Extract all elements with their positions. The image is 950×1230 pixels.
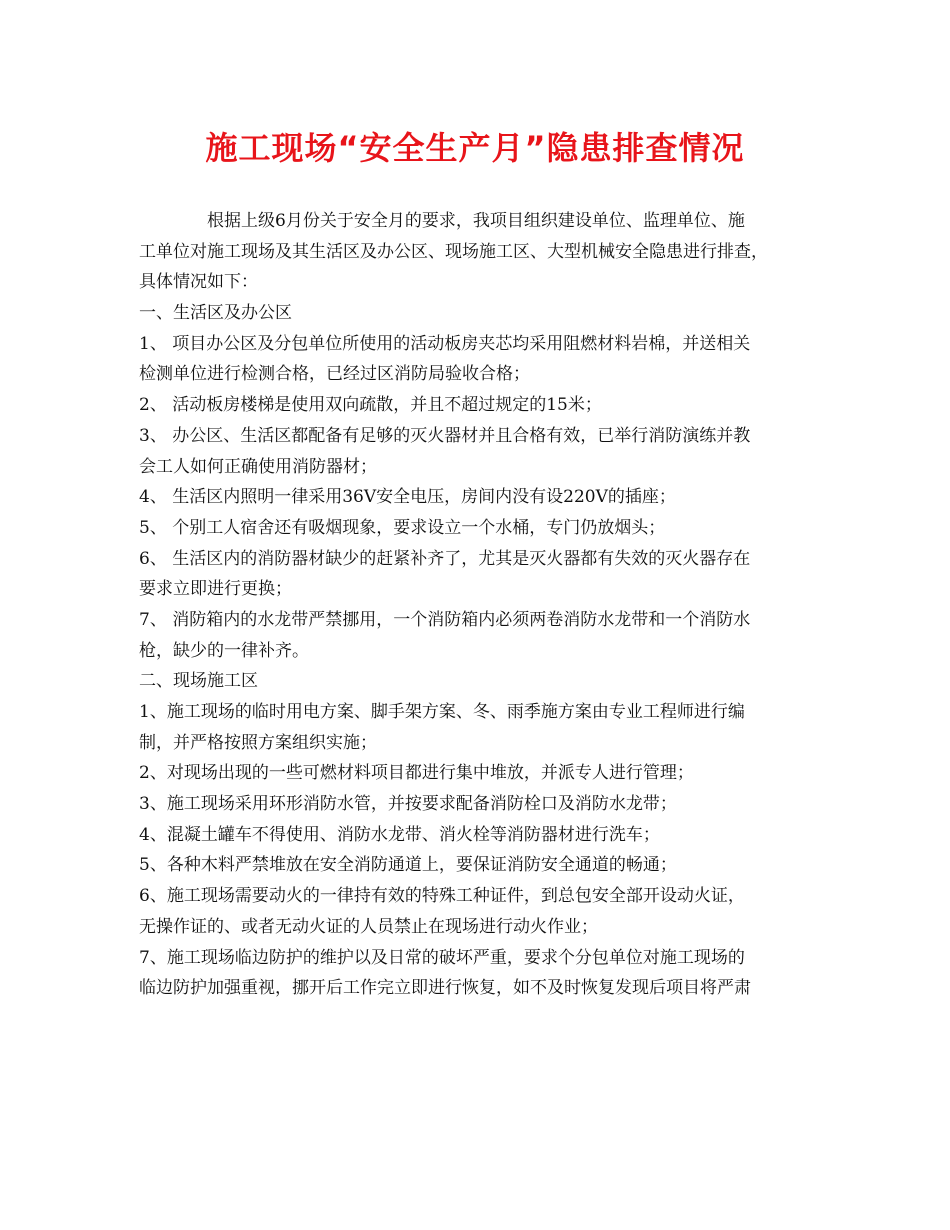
list-item-line: 5、 个别工人宿舍还有吸烟现象，要求设立一个水桶，专门仍放烟头； [139,517,666,538]
list-item-line: 要求立即进行更换； [139,579,292,600]
document-body [139,206,819,1004]
list-item-line: 1、施工现场的临时用电方案、脚手架方案、冬、雨季施方案由专业工程师进行编 [139,702,745,722]
paragraph-line: 具体情况如下： [139,272,258,293]
list-item-line: 3、施工现场采用环形消防水管，并按要求配备消防栓口及消防水龙带； [139,794,677,815]
list-item-line: 1、 项目办公区及分包单位所使用的活动板房夹芯均采用阻燃材料岩棉，并送相关 [139,333,751,354]
section-heading: 二、现场施工区 [139,671,258,692]
list-item-line: 2、对现场出现的一些可燃材料项目都进行集中堆放，并派专人进行管理； [139,763,694,784]
list-item-line: 6、施工现场需要动火的一律持有效的特殊工种证件，到总包安全部开设动火证， [139,886,745,907]
list-item-line: 4、混凝土罐车不得使用、消防水龙带、消火栓等消防器材进行洗车； [139,824,660,845]
list-item-line: 无操作证的、或者无动火证的人员禁止在现场进行动火作业； [139,916,598,937]
list-item-line: 枪，缺少的一律补齐。 [139,640,309,661]
list-item-line: 5、各种木料严禁堆放在安全消防通道上，要保证消防安全通道的畅通； [139,855,677,876]
list-item-line: 会工人如何正确使用消防器材； [139,456,377,477]
list-item-line: 7、 消防箱内的水龙带严禁挪用，一个消防箱内必须两卷消防水龙带和一个消防水 [139,609,751,630]
list-item-line: 检测单位进行检测合格，已经过区消防局验收合格； [139,364,530,385]
paragraph-line: 根据上级6月份关于安全月的要求，我项目组织建设单位、监理单位、施 [207,211,745,231]
paragraph-line: 工单位对施工现场及其生活区及办公区、现场施工区、大型机械安全隐患进行排查， [139,241,768,262]
list-item-line: 7、施工现场临边防护的维护以及日常的破坏严重，要求个分包单位对施工现场的 [139,947,745,968]
list-item-line: 2、 活动板房楼梯是使用双向疏散，并且不超过规定的15米； [139,395,602,416]
list-item-line: 4、 生活区内照明一律采用36V安全电压，房间内没有设220V的插座； [139,487,676,508]
section-heading: 一、生活区及办公区 [139,303,292,324]
list-item-line: 3、 办公区、生活区都配备有足够的灭火器材并且合格有效，已举行消防演练并教 [139,425,751,446]
list-item-line: 制，并严格按照方案组织实施； [139,732,377,753]
page-title: 施工现场“安全生产月”隐患排查情况 [205,129,745,167]
list-item-line: 临边防护加强重视，挪开后工作完立即进行恢复，如不及时恢复发现后项目将严肃 [139,978,751,999]
list-item-line: 6、 生活区内的消防器材缺少的赶紧补齐了，尤其是灭火器都有失效的灭火器存在 [139,548,751,569]
